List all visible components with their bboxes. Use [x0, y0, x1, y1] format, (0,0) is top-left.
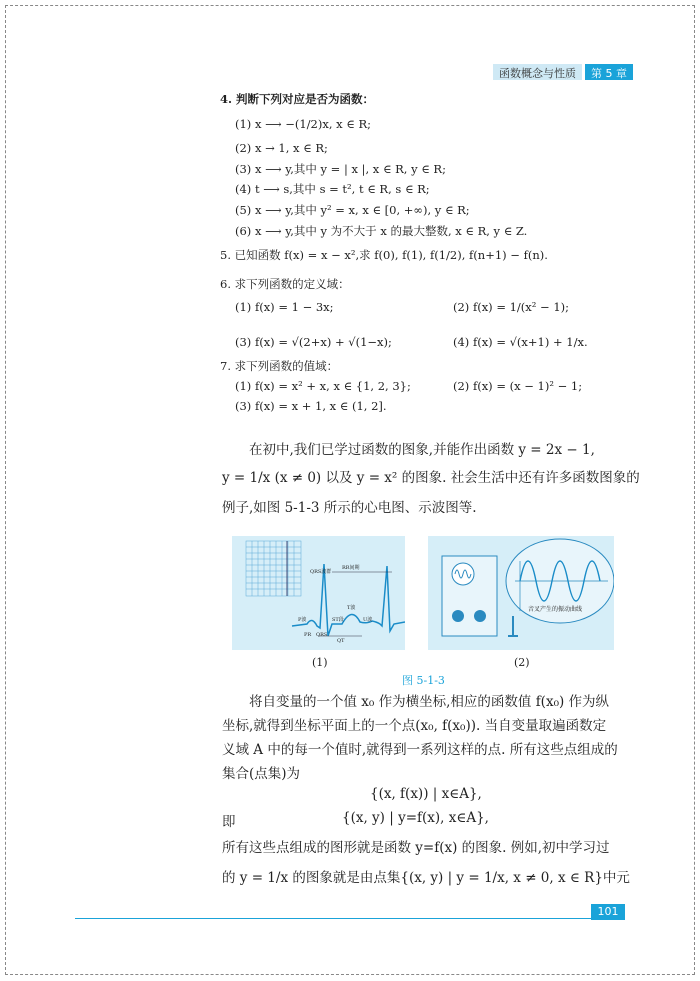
figure-label-1: (1) [312, 656, 328, 669]
ecg-label: QRS波群 [310, 569, 332, 575]
paragraph-line: 将自变量的一个值 x₀ 作为横坐标,相应的函数值 f(x₀) 作为纵 [222, 694, 610, 710]
exercise-4-item: (3) x ⟶ y,其中 y = | x |, x ∈ R, y ∈ R; [235, 162, 446, 176]
ecg-figure [232, 536, 405, 650]
ecg-label: U波 [363, 617, 373, 623]
exercise-4-item: (5) x ⟶ y,其中 y² = x, x ∈ [0, +∞), y ∈ R; [235, 203, 470, 217]
exercise-6-item: (4) f(x) = √(x+1) + 1/x. [453, 335, 588, 349]
ecg-label: RR间期 [342, 565, 360, 571]
exercise-6-item: (3) f(x) = √(2+x) + √(1−x); [235, 335, 392, 349]
exercise-4-item: (4) t ⟶ s,其中 s = t², t ∈ R, s ∈ R; [235, 182, 430, 196]
paragraph-line: 例子,如图 5-1-3 所示的心电图、示波图等. [222, 500, 477, 516]
ecg-label: ST段 [332, 617, 344, 623]
exercise-7-item: (2) f(x) = (x − 1)² − 1; [453, 379, 583, 393]
exercise-6-item: (2) f(x) = 1/(x² − 1); [453, 300, 570, 314]
set-formula-2: {(x, y) | y=f(x), x∈A}, [342, 810, 489, 826]
ecg-label: QT [337, 638, 345, 644]
figure-label-2: (2) [514, 656, 530, 669]
scope-label: 音叉产生的振动曲线 [528, 606, 583, 613]
ecg-label: QRS [316, 632, 328, 638]
exercise-7-item: (1) f(x) = x² + x, x ∈ {1, 2, 3}; [235, 379, 411, 393]
oscilloscope-figure [428, 536, 614, 650]
exercise-7-title: 7. 求下列函数的值域： [220, 359, 339, 373]
exercise-5: 5. 已知函数 f(x) = x − x²,求 f(0), f(1), f(1/2), f(n+1) − f(n). [220, 248, 548, 262]
ecg-label: T波 [347, 605, 356, 611]
exercise-4-item: (6) x ⟶ y,其中 y 为不大于 x 的最大整数, x ∈ R, y ∈ Z. [235, 224, 528, 238]
chapter-badge: 第 5 章 [585, 64, 633, 80]
exercise-4-title: 4. 判断下列对应是否为函数： [220, 92, 375, 106]
running-header [493, 64, 633, 80]
paragraph-line: 义域 A 中的每一个值时,就得到一系列这样的点. 所有这些点组成的 [222, 742, 618, 758]
ecg-label: PR [304, 632, 312, 638]
footer-rule [75, 918, 625, 919]
page-number: 101 [591, 904, 625, 920]
paragraph-line: 的 y = 1/x 的图象就是由点集{(x, y) | y = 1/x, x ≠ 0, x ∈ R}中元 [222, 870, 630, 886]
header-title: 函数概念与性质 [493, 64, 582, 80]
exercise-4-item: (2) x → 1, x ∈ R; [235, 141, 328, 155]
ecg-label: P波 [298, 617, 307, 623]
exercise-6-title: 6. 求下列函数的定义域： [220, 277, 350, 291]
ji-label: 即 [222, 814, 236, 830]
paragraph-line: 集合(点集)为 [222, 766, 301, 782]
figure-caption: 图 5-1-3 [402, 674, 445, 687]
exercise-4-item: (1) x ⟶ −(1/2)x, x ∈ R; [235, 117, 371, 131]
exercise-6-item: (1) f(x) = 1 − 3x; [235, 300, 334, 314]
set-formula-1: {(x, f(x)) | x∈A}, [370, 786, 482, 802]
paragraph-line: 所有这些点组成的图形就是函数 y=f(x) 的图象. 例如,初中学习过 [222, 840, 610, 856]
paragraph-line: 坐标,就得到坐标平面上的一个点(x₀, f(x₀)). 当自变量取遍函数定 [222, 718, 607, 734]
oscilloscope-graphic [428, 536, 614, 650]
paragraph-line: 在初中,我们已学过函数的图象,并能作出函数 y = 2x − 1, [222, 442, 595, 458]
paragraph-line: y = 1/x (x ≠ 0) 以及 y = x² 的图象. 社会生活中还有许多函数图象的 [222, 470, 640, 486]
exercise-7-item: (3) f(x) = x + 1, x ∈ (1, 2]. [235, 399, 387, 413]
page-border [5, 5, 695, 975]
